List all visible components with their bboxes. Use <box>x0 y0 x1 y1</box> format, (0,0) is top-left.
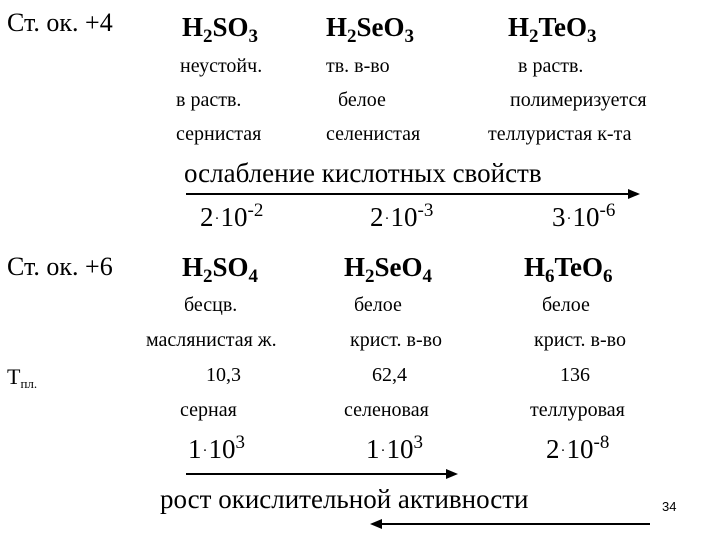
prop2-h2teo3: полимеризуется <box>510 89 647 111</box>
k2-h6teo6: $2\cdot 10^{-8}$ <box>546 432 610 464</box>
k2-h2so4: $1\cdot 10^3$ <box>188 432 245 464</box>
prop2-h2seo4: крист. в-во <box>350 329 442 351</box>
formula-h6teo6: $H_6TeO_6$ <box>524 252 613 287</box>
k1-h2seo3: $2\cdot 10^{-3}$ <box>370 200 434 232</box>
name-selenic: селеновая <box>344 399 429 421</box>
name-tellurous: теллуристая к-та <box>488 123 632 145</box>
name-sulfurous: сернистая <box>176 123 262 145</box>
name-selenous: селенистая <box>326 123 421 145</box>
tmelt-h2so4: 10,3 <box>206 364 241 386</box>
name-telluric: теллуровая <box>530 399 625 421</box>
arrow-right-acidity <box>186 189 640 199</box>
trend-acidity-text: ослабление кислотных свойств <box>184 158 542 188</box>
prop1-h2seo3: тв. в-во <box>326 55 390 77</box>
k2-h2seo4: $1\cdot 10^3$ <box>366 432 423 464</box>
tmelt-h2seo4: 62,4 <box>372 364 407 386</box>
prop2-h6teo6: крист. в-во <box>534 329 626 351</box>
page-number: 34 <box>662 499 677 514</box>
formula-h2seo3: $H_2SeO_3$ <box>326 12 415 47</box>
k1-h2teo3: $3\cdot 10^{-6}$ <box>552 200 616 232</box>
arrow-left-oxidizing-bottom <box>370 519 650 529</box>
prop1-h2so4: бесцв. <box>184 294 238 316</box>
formula-h2teo3: $H_2TeO_3$ <box>508 12 597 47</box>
prop2-h2seo3: белое <box>338 89 386 111</box>
formula-h2so4: $H_2SO_4$ <box>182 252 259 287</box>
prop2-h2so3: в раств. <box>176 89 242 111</box>
name-sulfuric: серная <box>180 399 237 421</box>
oxidation-state-4-label: Ст. ок. +4 <box>7 8 113 37</box>
formula-h2so3: $H_2SO_3$ <box>182 12 259 47</box>
tmelt-h6teo6: 136 <box>560 364 590 386</box>
prop2-h2so4: маслянистая ж. <box>146 329 277 351</box>
prop1-h2seo4: белое <box>354 294 402 316</box>
melting-point-label: Tпл. <box>7 364 38 391</box>
formula-h2seo4: $H_2SeO_4$ <box>344 252 433 287</box>
arrow-right-oxidizing-top <box>186 469 458 479</box>
prop1-h2teo3: в раств. <box>518 55 584 77</box>
prop1-h2so3: неустойч. <box>180 55 263 77</box>
prop1-h6teo6: белое <box>542 294 590 316</box>
trend-oxidizing-text: рост окислительной активности <box>160 484 529 514</box>
oxidation-state-6-label: Ст. ок. +6 <box>7 252 113 281</box>
k1-h2so3: $2\cdot 10^{-2}$ <box>200 200 264 232</box>
